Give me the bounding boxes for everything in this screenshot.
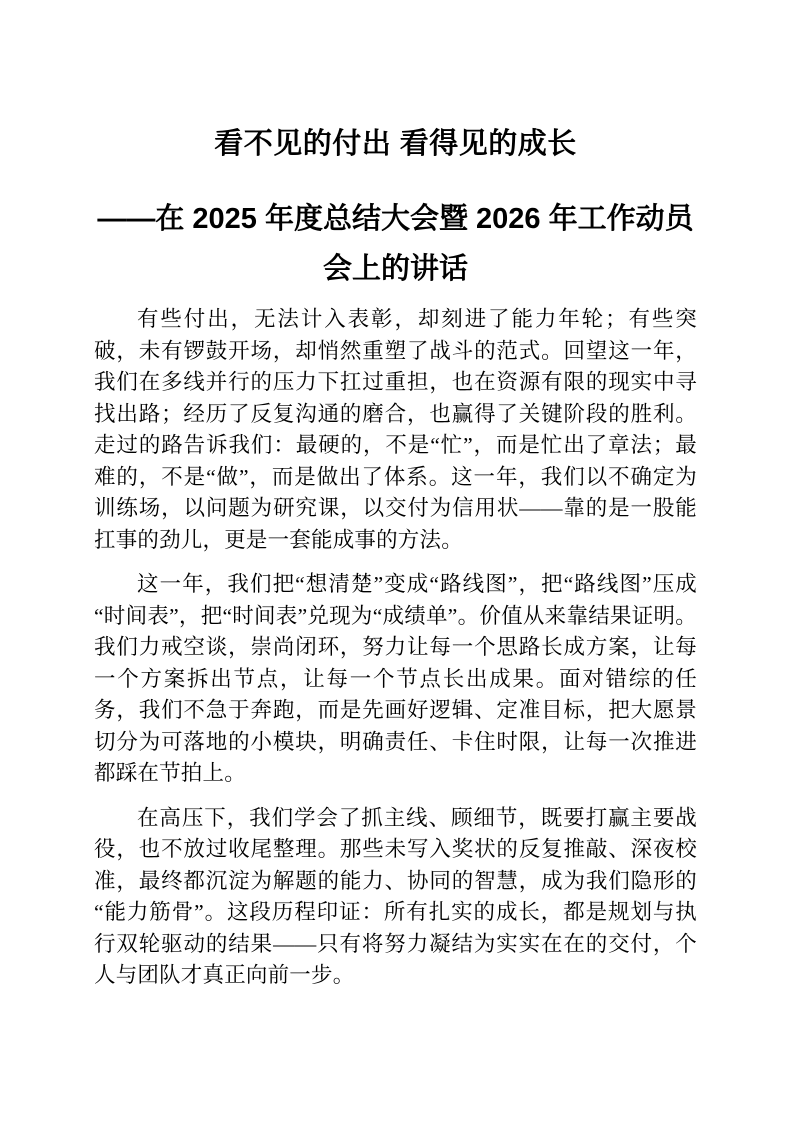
document-subtitle: [94, 194, 697, 294]
subtitle-line-1: ——在 2025 年度总结大会暨 2026 年工作动员: [97, 203, 694, 235]
subtitle-line-2: 会上的讲话: [322, 253, 468, 285]
body-paragraph-3: 在高压下，我们学会了抓主线、顾细节，既要打赢主要战役，也不放过收尾整理。那些未写入奖状的反复推敲、深夜校准，最终都沉淀为解题的能力、协同的智慧，成为我们隐形的“能力筋骨”。这段历程印证：所有扎实的成长，都是规划与执行双轮驱动的结果——只有将努力凝结为实实在在的交付，个人与团队才真正向前一步。: [94, 805, 697, 987]
document-body: [94, 304, 697, 992]
body-paragraph-2: 这一年，我们把“想清楚”变成“路线图”，把“路线图”压成“时间表”，把“时间表”兑现为“成绩单”。价值从来靠结果证明。我们力戒空谈，崇尚闭环，努力让每一个思路长成方案，让每一个方案拆出节点，让每一个节点长出成果。面对错综的任务，我们不急于奔跑，而是先画好逻辑、定准目标，把大愿景切分为可落地的小模块，明确责任、卡住时限，让每一次推进都踩在节拍上。: [94, 572, 697, 785]
body-paragraph-1: 有些付出，无法计入表彰，却刻进了能力年轮；有些突破，未有锣鼓开场，却悄然重塑了战斗的范式。回望这一年，我们在多线并行的压力下扛过重担，也在资源有限的现实中寻找出路；经历了反复沟通的磨合，也赢得了关键阶段的胜利。走过的路告诉我们：最硬的，不是“忙”，而是忙出了章法；最难的，不是“做”，而是做出了体系。这一年，我们以不确定为训练场，以问题为研究课，以交付为信用状——靠的是一股能扛事的劲儿，更是一套能成事的方法。: [94, 307, 697, 552]
document-title: 看不见的付出 看得见的成长: [214, 128, 577, 160]
